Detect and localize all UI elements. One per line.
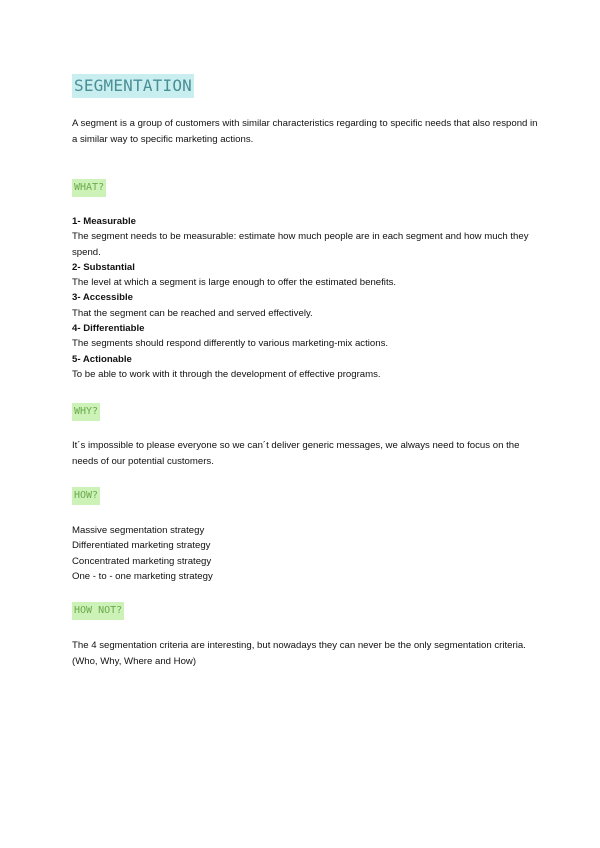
list-item: [72, 352, 542, 383]
section-heading-what: WHAT?: [72, 179, 106, 197]
list-item: [72, 290, 542, 321]
list-item: Concentrated marketing strategy: [72, 555, 212, 567]
list-item: One - to - one marketing strategy: [72, 570, 213, 582]
criterion-title: 1- Measurable: [72, 216, 136, 227]
how-not-paragraph: The 4 segmentation criteria are interesting, but nowadays they can never be the only segmentation criteria. (Who, Why, Where and How): [72, 640, 526, 667]
section-heading-why: WHY?: [72, 403, 100, 421]
criteria-list: [72, 214, 542, 382]
why-paragraph: It´s impossible to please everyone so we can´t deliver generic messages, we always need to focus on the needs of our potential customers.: [72, 440, 520, 467]
criterion-description: The level at which a segment is large enough to offer the estimated benefits.: [72, 277, 397, 289]
criterion-description: To be able to work with it through the development of effective programs.: [72, 368, 381, 380]
list-item: [72, 260, 542, 291]
list-item: [72, 214, 542, 260]
criterion-title: 4- Differentiable: [72, 323, 145, 335]
strategy-list: [72, 523, 542, 584]
list-item: Differentiated marketing strategy: [72, 540, 211, 552]
document-title: SEGMENTATION: [72, 74, 194, 98]
list-item: Massive segmentation strategy: [72, 525, 205, 536]
intro-paragraph: A segment is a group of customers with similar characteristics regarding to specific needs that also respond in a similar way to specific marketing actions.: [72, 118, 538, 145]
criterion-description: That the segment can be reached and served effectively.: [72, 307, 313, 319]
criterion-title: 5- Actionable: [72, 353, 132, 365]
criterion-description: The segments should respond differently to various marketing-mix actions.: [72, 338, 389, 350]
section-heading-how: HOW?: [72, 487, 100, 505]
criterion-title: 3- Accessible: [72, 292, 133, 304]
list-item: [72, 321, 542, 352]
criterion-title: 2- Substantial: [72, 261, 135, 273]
section-heading-how-not: HOW NOT?: [72, 602, 124, 620]
criterion-description: The segment needs to be measurable: estimate how much people are in each segment and how much they spend.: [72, 231, 529, 258]
